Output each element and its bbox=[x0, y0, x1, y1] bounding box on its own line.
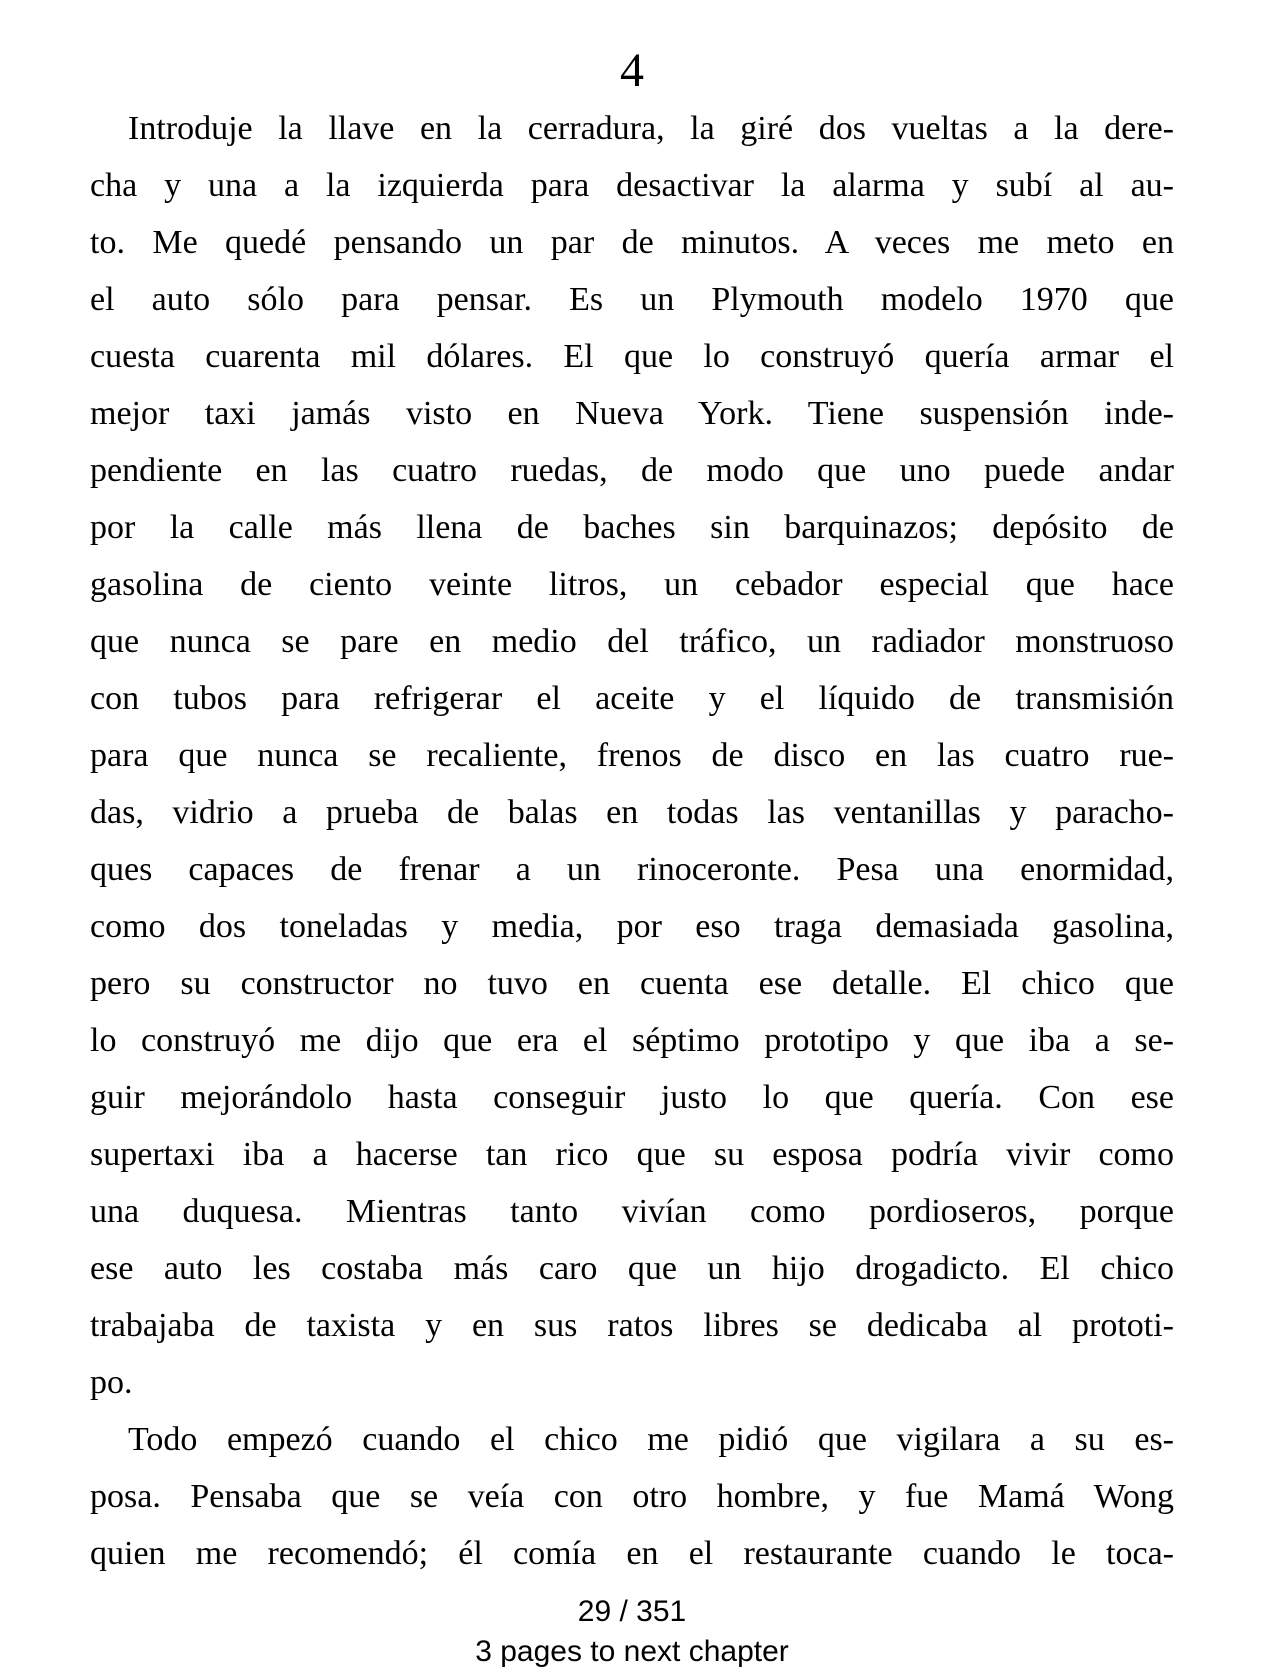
text-line: ques capaces de frenar a un rinoceronte. Pesa una enormidad, bbox=[90, 851, 1174, 888]
reader-footer[interactable] bbox=[0, 1592, 1264, 1672]
text-line: con tubos para refrigerar el aceite y el líquido de transmisión bbox=[90, 680, 1174, 717]
text-line: pero su constructor no tuvo en cuenta ese detalle. El chico que bbox=[90, 965, 1174, 1002]
text-line: por la calle más llena de baches sin barquinazos; depósito de bbox=[90, 509, 1174, 546]
text-line: trabajaba de taxista y en sus ratos libres se dedicaba al prototi- bbox=[90, 1307, 1174, 1344]
text-line: cuesta cuarenta mil dólares. El que lo construyó quería armar el bbox=[90, 338, 1174, 375]
text-line: que nunca se pare en medio del tráfico, un radiador monstruoso bbox=[90, 623, 1174, 660]
text-line: das, vidrio a prueba de balas en todas las ventanillas y paracho- bbox=[90, 794, 1174, 831]
text-line: Introduje la llave en la cerradura, la giré dos vueltas a la dere- bbox=[128, 110, 1174, 147]
text-line: guir mejorándolo hasta conseguir justo lo que quería. Con ese bbox=[90, 1079, 1174, 1116]
text-line: gasolina de ciento veinte litros, un cebador especial que hace bbox=[90, 566, 1174, 603]
text-line: el auto sólo para pensar. Es un Plymouth modelo 1970 que bbox=[90, 281, 1174, 318]
page-progress: 29 / 351 bbox=[577, 1595, 687, 1628]
chapter-progress: 3 pages to next chapter bbox=[475, 1635, 789, 1668]
text-line: mejor taxi jamás visto en Nueva York. Tiene suspensión inde- bbox=[90, 395, 1174, 432]
text-line: to. Me quedé pensando un par de minutos. A veces me meto en bbox=[90, 224, 1174, 261]
text-line: po. bbox=[90, 1364, 133, 1401]
text-line: pendiente en las cuatro ruedas, de modo que uno puede andar bbox=[90, 452, 1174, 489]
page-text bbox=[90, 100, 1174, 1582]
chapter-number: 4 bbox=[620, 44, 644, 97]
text-line: supertaxi iba a hacerse tan rico que su esposa podría vivir como bbox=[90, 1136, 1174, 1173]
text-line: una duquesa. Mientras tanto vivían como pordioseros, porque bbox=[90, 1193, 1174, 1230]
text-line: posa. Pensaba que se veía con otro hombre, y fue Mamá Wong bbox=[90, 1478, 1174, 1515]
text-line: Todo empezó cuando el chico me pidió que vigilara a su es- bbox=[128, 1421, 1174, 1458]
text-line: ese auto les costaba más caro que un hijo drogadicto. El chico bbox=[90, 1250, 1174, 1287]
text-line: lo construyó me dijo que era el séptimo prototipo y que iba a se- bbox=[90, 1022, 1174, 1059]
text-line: para que nunca se recaliente, frenos de disco en las cuatro rue- bbox=[90, 737, 1174, 774]
text-line: cha y una a la izquierda para desactivar la alarma y subí al au- bbox=[90, 167, 1174, 204]
text-line: quien me recomendó; él comía en el restaurante cuando le toca- bbox=[90, 1535, 1174, 1572]
text-line: como dos toneladas y media, por eso traga demasiada gasolina, bbox=[90, 908, 1174, 945]
